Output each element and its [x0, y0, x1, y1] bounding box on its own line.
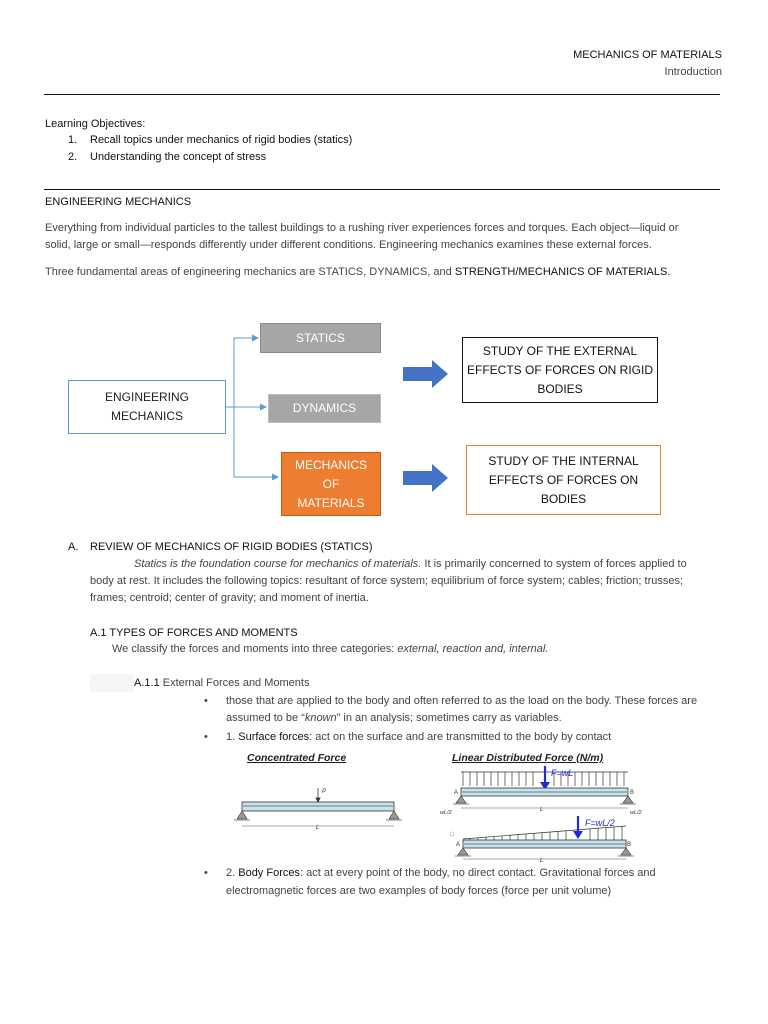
concentrated-beam — [242, 802, 394, 811]
objective-num-2: 2. — [68, 151, 78, 163]
section-a11-label: A.1.1 — [134, 677, 160, 689]
eng-mech-heading: ENGINEERING MECHANICS — [45, 196, 192, 208]
triangular-beam — [463, 840, 626, 848]
section-a-line1-italic: Statics is the foundation course for mechanics of materials. — [134, 558, 422, 570]
section-a1-text-prefix: We classify the forces and moments into three categories: — [112, 643, 398, 655]
resultant-arrow-icon — [573, 816, 583, 839]
eng-mech-para1-line2: solid, large or small—responds differently under different conditions. Engineering mechanics examines these external forces. — [45, 239, 652, 251]
bullet2-rest: : act on the surface and are transmitted to the body by contact — [309, 731, 612, 743]
objective-text-1: Recall topics under mechanics of rigid bodies (statics) — [90, 134, 353, 146]
objectives-heading: Learning Objectives: — [45, 118, 146, 130]
bullet-marker-icon — [450, 832, 454, 836]
bullet-dot-2: • — [204, 731, 208, 743]
bullet1-line2-post: ” in an analysis; sometimes carry as variables. — [336, 712, 562, 724]
section-a-heading: REVIEW OF MECHANICS OF RIGID BODIES (STATICS) — [90, 541, 373, 553]
section-a-line2: body at rest. It includes the following topics: resultant of force system; equilibrium of force system; cables; friction; trusses; — [90, 575, 684, 587]
bullet2-num: 1. — [226, 731, 239, 743]
root-line-2: MECHANICS — [110, 409, 183, 423]
external-line-3: BODIES — [537, 381, 583, 396]
external-line-2: EFFECTS OF FORCES ON RIGID — [466, 362, 653, 377]
mom-line-2: OF — [322, 476, 340, 491]
objective-num-1: 1. — [68, 134, 78, 146]
support-icon — [455, 848, 634, 856]
bullet1-known: known — [304, 712, 337, 724]
eng-mech-para2-prefix: Three fundamental areas of engineering mechanics are STATICS, DYNAMICS, and — [45, 266, 455, 278]
eng-mech-para1-line1: Everything from individual particles to the tallest buildings to a rushing river experiences forces and torques. Each object—liquid or — [45, 222, 679, 234]
internal-line-3: BODIES — [540, 491, 587, 506]
internal-line-2: EFFECTS OF FORCES ON — [488, 472, 639, 487]
triangular-label-a: A — [456, 842, 461, 848]
bullet1-line1: those that are applied to the body and often referred to as the load on the body. These forces are — [226, 695, 698, 707]
section-a-line1-rest: It is primarily concerned to system of forces applied to — [421, 558, 687, 570]
concentrated-force-arrow-icon — [316, 788, 320, 802]
section-a-line3: frames; centroid; center of gravity; and moment of inertia. — [90, 592, 369, 604]
support-icon — [453, 796, 636, 804]
uniform-label-f: F=wL — [551, 768, 574, 778]
bullet3-term: Body Forces — [238, 867, 300, 879]
bullet3-line2: electromagnetic forces are two examples of body forces (force per unit volume) — [226, 885, 612, 897]
section-a-label: A. — [68, 541, 79, 553]
mom-line-1: MECHANICS — [294, 457, 367, 472]
mom-line-3: MATERIALS — [297, 495, 365, 510]
dynamics-label: DYNAMICS — [292, 401, 357, 415]
uniform-reaction-left: wL/2 — [440, 810, 452, 816]
resultant-arrow-icon — [540, 766, 550, 790]
triangular-load — [463, 826, 626, 840]
triangular-label-f: F=wL/2 — [585, 818, 615, 828]
bullet1-line2-pre: assumed to be “ — [226, 712, 305, 724]
external-line-1: STUDY OF THE EXTERNAL — [482, 343, 638, 358]
bullet3-rest: : act at every point of the body, no direct contact. Gravitational forces and — [299, 867, 656, 879]
doc-subtitle: Introduction — [664, 66, 722, 78]
objective-text-2: Understanding the concept of stress — [90, 151, 267, 163]
uniform-label-b: B — [630, 790, 635, 796]
section-a1-text-italic: external, reaction and, internal. — [397, 643, 549, 655]
internal-line-1: STUDY OF THE INTERNAL — [488, 453, 639, 468]
section-a11-title: External Forces and Moments — [159, 677, 310, 689]
bullet-dot-3: • — [204, 867, 208, 879]
bullet3-num: 2. — [226, 867, 239, 879]
uniform-reaction-right: wL/2 — [630, 810, 642, 816]
bullet2-term: Surface forces — [238, 731, 310, 743]
eng-mech-para2-emph: STRENGTH/MECHANICS OF MATERIALS. — [454, 266, 671, 278]
concentrated-force-title: Concentrated Force — [247, 752, 347, 764]
bullet-dot-1: • — [204, 695, 208, 707]
uniform-label-a: A — [454, 790, 459, 796]
concentrated-label-p: P — [322, 789, 327, 795]
concentrated-label-l: L — [316, 825, 320, 831]
uniform-label-l: L — [540, 807, 544, 813]
distributed-force-title: Linear Distributed Force (N/m) — [452, 752, 604, 764]
uniform-beam — [461, 788, 628, 796]
root-line-1: ENGINEERING — [104, 390, 189, 404]
section-a1-heading: A.1 TYPES OF FORCES AND MOMENTS — [90, 627, 298, 639]
doc-title: MECHANICS OF MATERIALS — [573, 49, 722, 61]
triangular-label-b: B — [627, 842, 632, 848]
triangular-label-l: L — [540, 858, 544, 864]
bullet3-line1 — [226, 864, 656, 882]
statics-label: STATICS — [296, 330, 345, 345]
support-icon — [234, 811, 402, 820]
